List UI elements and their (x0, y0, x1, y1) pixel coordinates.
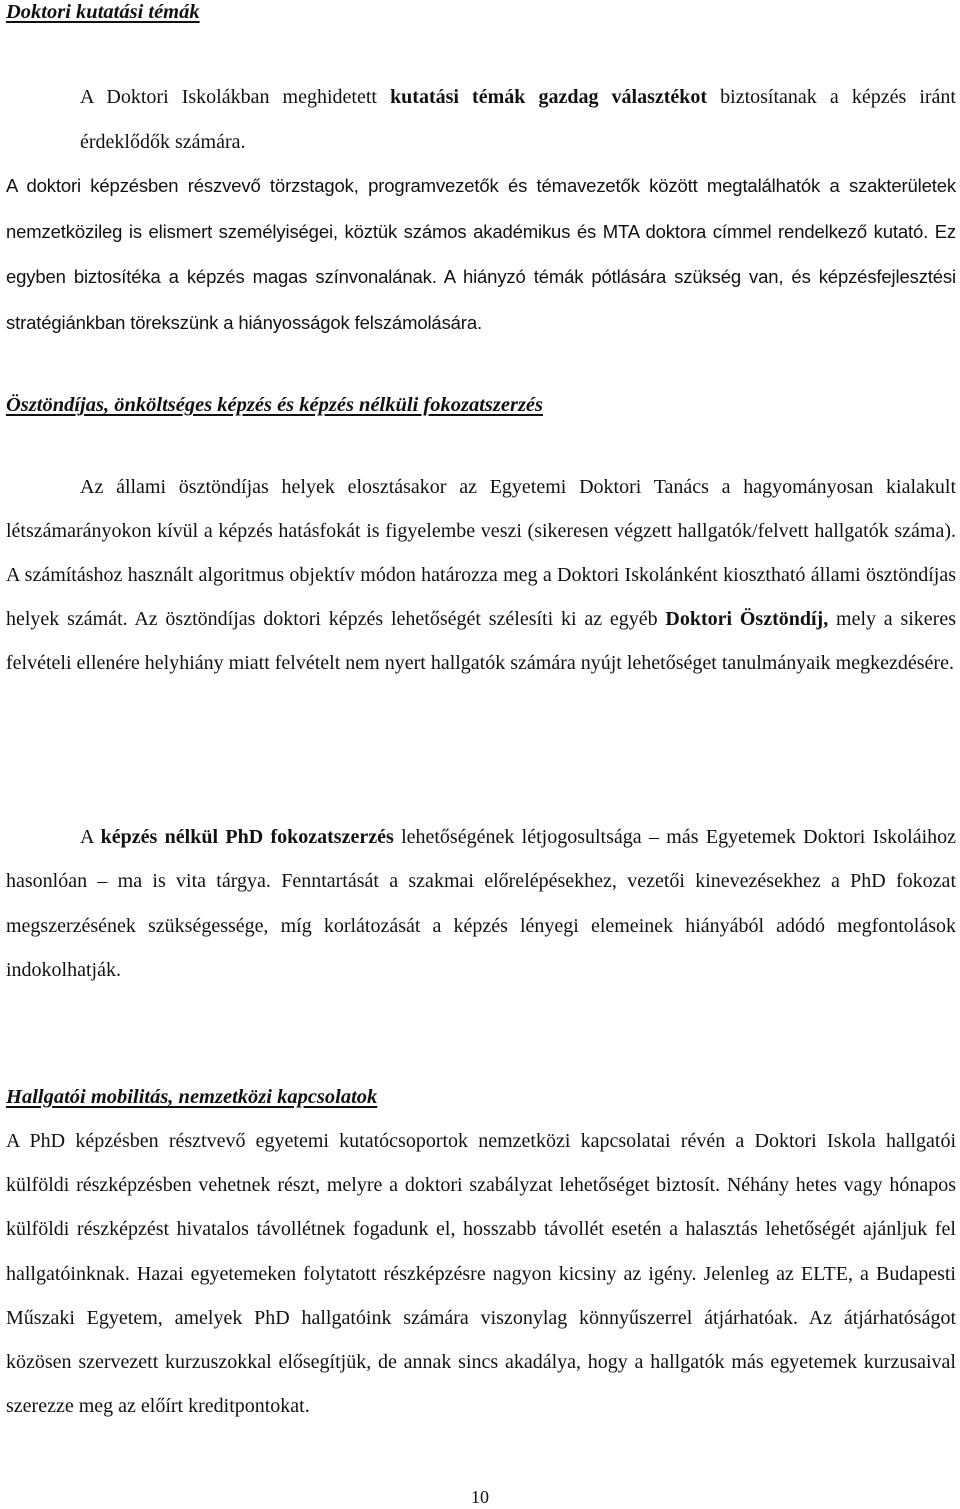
paragraph: A képzés nélkül PhD fokozatszerzés lehetőségének létjogosultsága – más Egyetemek Doktori Iskoláihoz hasonlóan – ma is vita tárgya. Fenntartását a szakmai előrelépésekhez, vezetői kinevezésekhez a PhD fokozat megszerzésének szükségessége, míg korlátozását a képzés lényegi elemeinek hiányából adódó megfontolások indokolhatják. (6, 826, 956, 981)
page-number: 10 (471, 1487, 489, 1507)
paragraph (6, 75, 956, 347)
paragraph: Az állami ösztöndíjas helyek elosztásakor az Egyetemi Doktori Tanács a hagyományosan kialakult létszámarányokon kívül a képzés hatásfokát is figyelembe veszi (sikeresen végzett hallgatók/felvett hallgatók száma). A számításhoz használt algoritmus objektív módon határozza meg a Doktori Iskolánként kiosztható állami ösztöndíjas helyek számát. Az ösztöndíjas doktori képzés lehetőségét szélesíti ki az egyéb Doktori Ösztöndíj, mely a sikeres felvételi ellenére helyhiány miatt felvételt nem nyert hallgatók számára nyújt lehetőséget tanulmányaik megkezdésére. (6, 476, 957, 674)
text-run-sans: A doktori képzésben részvevő törzstagok, programvezetők és témavezetők között megtalálhatók a szakterületek nemzetközileg is elismert személyiségei, köztük számos akadémikus és MTA doktora címmel rendelkező kutató. Ez egyben biztosítéka a képzés magas színvonalának. A hiányzó témák pótlására szükség van, és képzésfejlesztési stratégiánkban törekszünk a hiányosságok felszámolására. (6, 175, 956, 333)
section-heading: Doktori kutatási témák (6, 1, 200, 23)
paragraph: A PhD képzésben résztvevő egyetemi kutatócsoportok nemzetközi kapcsolatai révén a Doktori Iskola hallgatói külföldi részképzésben vehetnek részt, melyre a doktori szabályzat lehetőséget biztosít. Néhány hetes vagy hónapos külföldi részképzést hivatalos távollétnek fogadunk el, hosszabb távollét esetén a halasztás lehetőségét ajánljuk fel hallgatóinknak. Hazai egyetemeken folytatott részképzésre nagyon kicsiny az igény. Jelenleg az ELTE, a Budapesti Műszaki Egyetem, amelyek PhD hallgatóink számára viszonylag könnyűszerrel átjárhatóak. Az átjárhatóságot közösen szervezett kurzuszokkal elősegítjük, de annak sincs akadálya, hogy a hallgatók más egyetemek kurzusaival szerezze meg az előírt kreditpontokat. (6, 1130, 956, 1418)
section-heading: Ösztöndíjas, önköltséges képzés és képzés nélküli fokozatszerzés (6, 394, 544, 416)
bold-phrase: kutatási témák gazdag választékot (390, 86, 708, 108)
section-heading: Hallgatói mobilitás, nemzetközi kapcsolatok (6, 1086, 378, 1108)
bold-phrase: Doktori Ösztöndíj, (665, 607, 829, 630)
bold-phrase: képzés nélkül PhD fokozatszerzés (100, 826, 394, 848)
text-run: A Doktori Iskolákban meghidetett kutatási témák gazdag választékot biztosítanak a képzés iránt érdeklődők számára. (80, 86, 956, 153)
